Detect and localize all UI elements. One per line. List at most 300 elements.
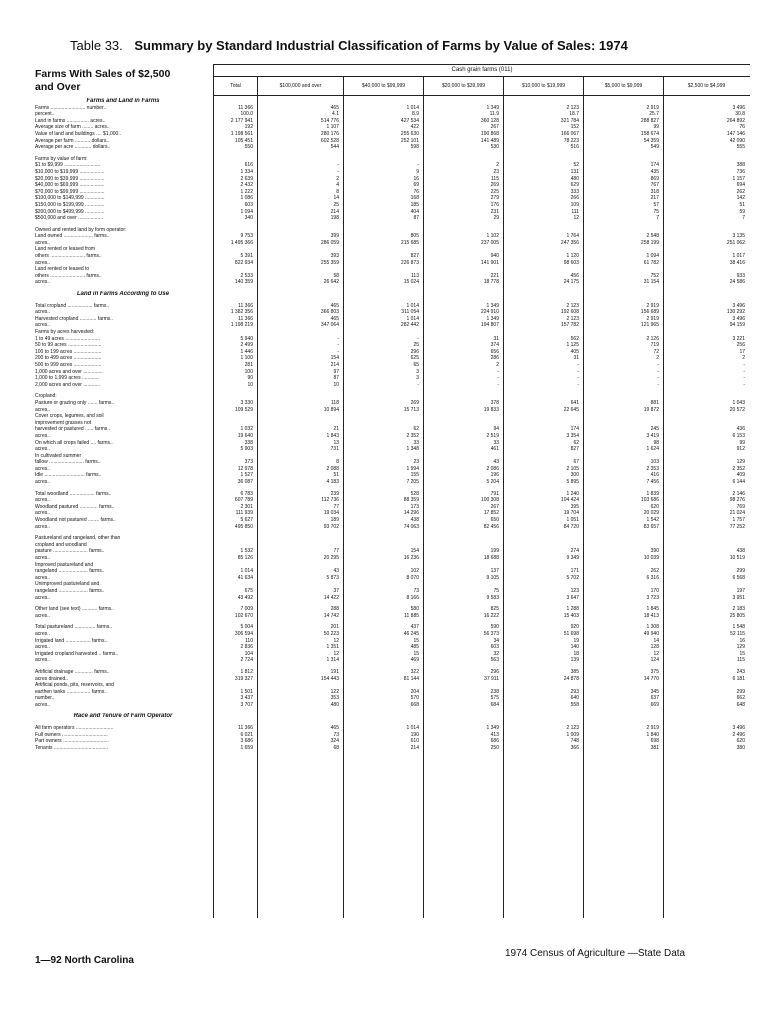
cell-value: 75 (653, 208, 659, 215)
cell-value: 648 (736, 701, 745, 708)
cell-value: 1 094 (646, 253, 659, 260)
row-label: harvested or pastured ...... farms.. (35, 426, 111, 433)
row-label: On which all crops failed .... farms.. (35, 439, 113, 446)
cell-value: 154 (330, 355, 339, 362)
cell-value: 300 (570, 472, 579, 479)
cell-value: 2 183 (732, 606, 745, 613)
row-label: 500 to 999 acres .................... (35, 361, 102, 368)
section-heading (35, 713, 751, 720)
cell-value: 24 175 (563, 279, 579, 286)
cell-value: 99 (653, 124, 659, 131)
cell-value: 514 776 (320, 117, 339, 124)
cell-value: 50 223 (323, 630, 339, 637)
column-rule (343, 76, 344, 918)
cell-value: 19 (573, 637, 579, 644)
row-label: acres.. (35, 701, 51, 708)
cell-value: 465 (330, 315, 339, 322)
cell-value: 769 (736, 503, 745, 510)
cell-value: 3 647 (566, 594, 579, 601)
cell-value: 1 051 (566, 517, 579, 524)
cell-value: 111 (571, 208, 579, 215)
cell-value: 3 (416, 375, 419, 382)
cell-value: 2 123 (566, 302, 579, 309)
cell-value: 1 100 (240, 355, 253, 362)
cell-value: 570 (410, 695, 419, 702)
cell-value: 1 014 (406, 302, 419, 309)
row-label: Cropland: (35, 393, 57, 400)
cell-value: 2 088 (326, 465, 339, 472)
row-label: acres.. (35, 510, 51, 517)
table-row (35, 606, 751, 613)
cell-value: 2 146 (732, 490, 745, 497)
table-row (35, 362, 751, 369)
cell-value: 65 (413, 361, 419, 368)
cell-value: 46 245 (403, 630, 419, 637)
row-label: 50 to 99 acres ........................ (35, 342, 102, 349)
cell-value: 2 177 941 (230, 117, 253, 124)
cell-value: 12 (573, 215, 579, 222)
row-label: Pastureland and rangeland, other than (35, 535, 121, 542)
cell-value: 1 532 (240, 548, 253, 555)
cell-value: 1 198 219 (230, 322, 253, 329)
cell-value: 15 (413, 637, 419, 644)
cell-value: 437 (410, 624, 419, 631)
table-frame (35, 60, 751, 918)
cell-value: 5 702 (566, 574, 579, 581)
cell-value: 33 (493, 439, 499, 446)
table-row (35, 131, 751, 138)
cell-value: 8 (336, 188, 339, 195)
cell-value: 15 024 (403, 279, 419, 286)
table-row (35, 227, 751, 234)
cell-value: 2 352 (406, 432, 419, 439)
cell-value: 2 352 (732, 465, 745, 472)
table-row (35, 240, 751, 247)
cell-value: 791 (490, 490, 499, 497)
cell-value: 684 (490, 701, 499, 708)
row-label: 100 to 199 acres .................... (35, 348, 102, 355)
cell-value: - (743, 381, 745, 388)
cell-value: 3 354 (566, 432, 579, 439)
cell-value: 5 391 (240, 253, 253, 260)
table-row (35, 702, 751, 709)
cell-value: 5 627 (240, 517, 253, 524)
cell-value: 7 (742, 215, 745, 222)
cell-value: 1 240 (566, 490, 579, 497)
cell-value: 73 (333, 731, 339, 738)
cell-value: 238 (490, 688, 499, 695)
cell-value: 6 568 (732, 574, 745, 581)
cell-value: 2 105 (566, 465, 579, 472)
cell-value: 25 (333, 201, 339, 208)
cell-value: 154 443 (320, 675, 339, 682)
table-row (35, 682, 751, 689)
cell-value: 190 (410, 731, 419, 738)
cell-value: 603 (244, 201, 253, 208)
cell-value: 562 (570, 335, 579, 342)
column-group-header: Cash grain farms (011) (213, 64, 750, 77)
cell-value: 393 (330, 253, 339, 260)
cell-value: 252 101 (400, 137, 419, 144)
row-label: acres.. (35, 523, 51, 530)
cell-value: 530 (490, 144, 499, 151)
cell-value: 620 (736, 738, 745, 745)
row-label: All farm operators ........................... (35, 725, 114, 732)
table-row (35, 575, 751, 582)
cell-value: - (743, 375, 745, 382)
row-label: acres.. (35, 555, 51, 561)
table-row (35, 407, 751, 414)
cell-value: 192 608 (560, 309, 579, 316)
cell-value: 255 359 (320, 259, 339, 266)
cell-value: 139 (570, 657, 579, 664)
cell-value: 137 (490, 568, 499, 575)
cell-value: - (337, 168, 339, 175)
cell-value: 6 153 (732, 432, 745, 439)
cell-value: 347 064 (320, 322, 339, 329)
cell-value: 4 (336, 182, 339, 189)
cell-value: 3 419 (646, 432, 659, 439)
cell-value: 243 (736, 668, 745, 675)
cell-value: 11 366 (238, 315, 253, 322)
row-label: acres.. (35, 259, 51, 266)
cell-value: 100 308 (480, 497, 499, 504)
cell-value: 279 (490, 195, 499, 202)
cell-value: 1 349 (486, 302, 499, 309)
row-label: Average per farm ........... dollars.. (35, 137, 110, 144)
row-label: acres.. (35, 644, 51, 651)
cell-value: 321 784 (560, 117, 579, 124)
cell-value: 52 115 (730, 630, 745, 637)
table-row (35, 393, 751, 400)
cell-value: 1 351 (326, 644, 339, 651)
cell-value: 23 (493, 168, 499, 175)
cell-value: 103 (650, 459, 659, 466)
cell-value: 610 (410, 738, 419, 745)
cell-value: 409 (736, 472, 745, 479)
cell-value: 14 (333, 195, 339, 202)
cell-value: 174 (570, 426, 579, 433)
cell-value: 563 (490, 657, 499, 664)
cell-value: 2 123 (566, 104, 579, 111)
cell-value: 1 120 (566, 253, 579, 260)
row-label: Farms ......................... number.. (35, 104, 107, 111)
cell-value: 933 (736, 272, 745, 279)
cell-value: 340 (244, 215, 253, 222)
cell-value: 1 032 (240, 426, 253, 433)
table-row (35, 169, 751, 176)
cell-value: 24 878 (563, 675, 579, 682)
cell-value: 822 934 (234, 259, 253, 266)
table-row (35, 144, 751, 151)
cell-value: 189 (330, 517, 339, 524)
cell-value: 8 (336, 459, 339, 466)
cell-value: 123 (570, 587, 579, 594)
cell-value: 373 (244, 459, 253, 466)
cell-value: 36 087 (237, 479, 253, 486)
cell-value: 286 059 (320, 239, 339, 246)
table-number: Table 33. (70, 38, 123, 53)
cell-value: 9 (416, 168, 419, 175)
cell-value: 485 (410, 644, 419, 651)
table-row (35, 138, 751, 145)
cell-value: 18 413 (643, 612, 659, 619)
cell-value: 296 (490, 668, 499, 675)
cell-value: 345 (650, 688, 659, 695)
cell-value: 67 (573, 459, 579, 466)
cell-value: 10 894 (323, 406, 339, 413)
cell-value: 1 017 (732, 253, 745, 260)
table-row (35, 624, 751, 631)
cell-value: 152 (570, 124, 579, 131)
cell-value: 14 742 (323, 612, 339, 619)
row-label: improvement grasses not (35, 419, 92, 426)
cell-value: 550 (244, 144, 253, 151)
table-row (35, 433, 751, 440)
cell-value: 130 292 (726, 309, 745, 316)
table-row (35, 669, 751, 676)
cell-value: 3 330 (240, 399, 253, 406)
column-header: $40,000 to $99,999 (344, 77, 424, 95)
table-row (35, 382, 751, 389)
cell-value: - (417, 162, 419, 169)
cell-value: 413 (490, 731, 499, 738)
cell-value: 3 496 (732, 104, 745, 111)
table-row (35, 595, 751, 602)
cell-value: 1 349 (486, 315, 499, 322)
cell-value: 61 782 (643, 259, 659, 266)
table-row (35, 303, 751, 310)
cell-value: 2 499 (240, 342, 253, 349)
cell-value: 2 126 (646, 335, 659, 342)
row-label: Unimproved pastureland and (35, 581, 100, 588)
cell-value: - (337, 335, 339, 342)
table-row (35, 689, 751, 696)
cell-value: 16 222 (483, 612, 499, 619)
cell-value: 6 316 (646, 574, 659, 581)
cell-value: 72 (653, 348, 659, 355)
row-label: others ......................... farms.. (35, 253, 102, 260)
cell-value: 1 308 (646, 624, 659, 631)
cell-value: 52 (573, 162, 579, 169)
cell-value: 805 (410, 233, 419, 240)
table-row (35, 562, 751, 569)
cell-value: 694 (736, 182, 745, 189)
cell-value: 2 548 (646, 233, 659, 240)
cell-value: 2 919 (646, 104, 659, 111)
cell-value: 112 736 (321, 497, 339, 504)
cell-value: 281 (244, 361, 253, 368)
cell-value: 1 094 (240, 208, 253, 215)
cell-value: 719 (650, 342, 659, 349)
cell-value: 319 327 (234, 675, 253, 682)
cell-value: 698 (650, 738, 659, 745)
cell-value: 1 009 (566, 731, 579, 738)
table-row (35, 651, 751, 658)
table-row (35, 472, 751, 479)
cell-value: 318 (650, 188, 659, 195)
cell-value: 147 146 (726, 130, 745, 137)
cell-value: 256 (736, 342, 745, 349)
cell-value: 5 204 (486, 479, 499, 486)
cell-value: 239 (330, 490, 339, 497)
row-label: acres.. (35, 279, 51, 286)
cell-value: 640 (570, 695, 579, 702)
cell-value: 669 (650, 701, 659, 708)
cell-value: 912 (736, 446, 745, 453)
table-row (35, 309, 751, 316)
cell-value: 16 (739, 637, 745, 644)
cell-value: 58 (333, 272, 339, 279)
table-row (35, 273, 751, 280)
cell-value: 668 (410, 701, 419, 708)
cell-value: 41 634 (237, 574, 253, 581)
cell-value: 9 583 (486, 594, 499, 601)
cell-value: 869 (650, 175, 659, 182)
cell-value: 129 (736, 644, 745, 651)
table-row (35, 732, 751, 739)
cell-value: 2 639 (240, 175, 253, 182)
cell-value: 37 911 (484, 675, 499, 682)
cell-value: 20 295 (323, 555, 339, 561)
cell-value: 625 (410, 355, 419, 362)
cell-value: 174 (650, 162, 659, 169)
cell-value: 5 004 (240, 624, 253, 631)
cell-value: 115 (491, 175, 499, 182)
row-label: Artificial ponds, pits, reservoirs, and (35, 682, 114, 689)
cell-value: 6 181 (732, 675, 745, 682)
cell-value: 598 (410, 144, 419, 151)
row-label: acres.. (35, 432, 51, 439)
row-label: $20,000 to $39,999 .................. (35, 175, 105, 182)
cell-value: 102 670 (234, 612, 253, 619)
cell-value: 1 288 (566, 606, 579, 613)
cell-value: 109 529 (234, 406, 253, 413)
cell-value: 171 (570, 568, 579, 575)
table-row (35, 400, 751, 407)
table-row (35, 542, 751, 549)
cell-value: 19 640 (237, 432, 253, 439)
cell-value: 141 901 (480, 259, 499, 266)
table-row (35, 588, 751, 595)
cell-value: 2 123 (566, 725, 579, 732)
table-row (35, 548, 751, 555)
cell-value: 266 (570, 195, 579, 202)
cell-value: 158 674 (640, 130, 659, 137)
cell-value: 2 533 (240, 272, 253, 279)
cell-value: 3 951 (732, 594, 745, 601)
row-label: acres.. (35, 574, 51, 581)
cell-value: - (337, 342, 339, 349)
cell-value: 333 (570, 188, 579, 195)
cell-value: 3 135 (732, 233, 745, 240)
cell-value: 62 (413, 426, 419, 433)
cell-value: 2 519 (486, 432, 499, 439)
cell-value: 736 (736, 168, 745, 175)
cell-value: 110 (245, 637, 253, 644)
cell-value: 296 (410, 348, 419, 355)
row-label: Race and Tenure of Farm Operator (73, 713, 173, 720)
row-label: Total cropland .................. farms.. (35, 302, 110, 309)
row-label: Woodland pastured ............. farms.. (35, 503, 115, 510)
column-rule (503, 76, 504, 918)
cell-value: 1 845 (646, 606, 659, 613)
cell-value: 214 (330, 208, 339, 215)
cell-value: 1 994 (406, 465, 419, 472)
table-row (35, 745, 751, 752)
cell-value: 602 528 (320, 137, 339, 144)
table-row (35, 676, 751, 683)
cell-value: 217 (650, 195, 659, 202)
cell-value: 98 276 (729, 497, 745, 504)
cell-value: 100 (244, 368, 253, 375)
table-row (35, 524, 751, 531)
row-label: Owned and rented land by form operator: (35, 226, 127, 233)
row-label: Land rented or leased from (35, 246, 96, 253)
cell-value: 43 492 (237, 594, 253, 601)
cell-value: 2 836 (240, 644, 253, 651)
cell-value: 25 805 (729, 612, 745, 619)
cell-value: 4 183 (326, 479, 339, 486)
cell-value: 590 (490, 624, 499, 631)
column-rule (663, 76, 664, 918)
cell-value: 381 (650, 744, 659, 751)
row-label: Irrigated land .................. farms.. (35, 637, 108, 644)
row-label: Farms by value of farm: (35, 155, 88, 162)
cell-value: - (657, 361, 659, 368)
cell-value: 82 456 (483, 523, 499, 530)
table-row (35, 202, 751, 209)
cell-value: 20 029 (643, 510, 659, 517)
cell-value: 121 965 (640, 322, 659, 329)
cell-value: 140 (570, 644, 579, 651)
cell-value: 214 (410, 744, 419, 751)
table-row (35, 195, 751, 202)
cell-value: 118 (331, 399, 339, 406)
page-title (70, 38, 710, 53)
cell-value: 405 (570, 348, 579, 355)
cell-value: 3 (416, 368, 419, 375)
row-label: 1 to 49 acres ......................... (35, 335, 101, 342)
cell-value: 15 (413, 650, 419, 657)
cell-value: 93 702 (323, 523, 339, 530)
cell-value: 42 090 (729, 137, 745, 144)
cell-value: 366 803 (320, 309, 339, 316)
cell-value: 1 125 (566, 342, 579, 349)
cell-value: 250 (490, 744, 499, 751)
cell-value: 6 144 (732, 479, 745, 486)
cell-value: 25 (413, 342, 419, 349)
row-label: Part owners ................................. (35, 738, 109, 745)
cell-value: 280 176 (320, 130, 339, 137)
cell-value: 98 603 (563, 259, 579, 266)
table-row (35, 316, 751, 323)
cell-value: 1 014 (406, 104, 419, 111)
cell-value: 17 (739, 348, 745, 355)
cell-value: 14 296 (403, 510, 419, 517)
cell-value: 435 (650, 168, 659, 175)
row-label: fallow ......................... farms.. (35, 459, 101, 466)
cell-value: 1 527 (240, 472, 253, 479)
cell-value: 1 764 (566, 233, 579, 240)
table-row (35, 644, 751, 651)
row-label: pasture ......................... farms.. (35, 548, 105, 555)
page-footer-right: 1974 Census of Agriculture —State Data (505, 948, 686, 959)
cell-value: 9 753 (240, 233, 253, 240)
cell-value: 731 (330, 446, 339, 453)
row-label: percent.. (35, 111, 55, 118)
cell-value: 7 (656, 215, 659, 222)
